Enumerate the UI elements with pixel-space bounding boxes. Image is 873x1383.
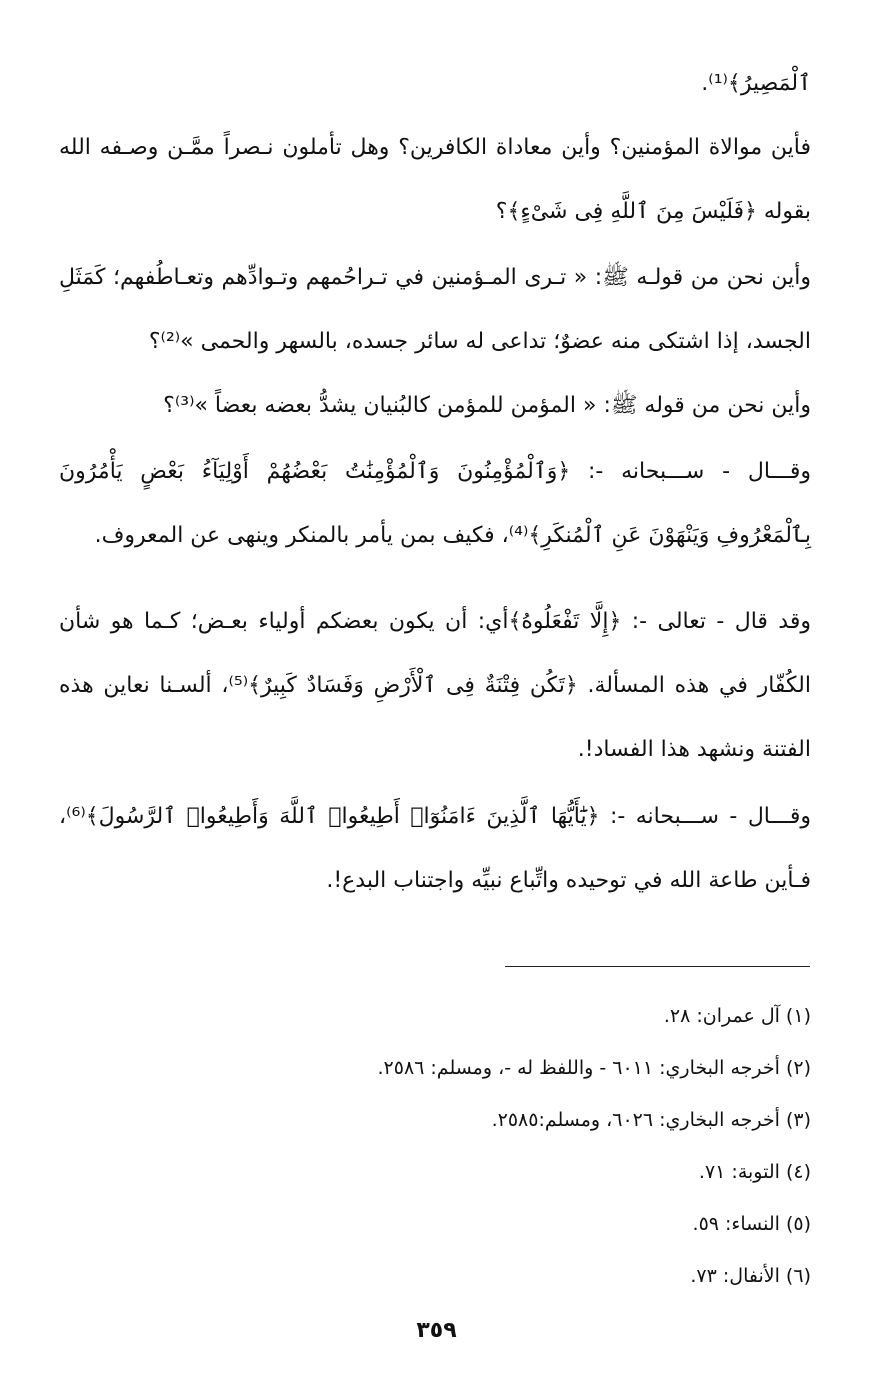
footnote-4: (٤) التوبة: ٧١. — [698, 1161, 811, 1183]
paragraph-4 — [59, 374, 811, 438]
footnote-5: (٥) النساء: ٥٩. — [692, 1213, 811, 1235]
paragraph-text: وقد قال - تعالى -: ﴿إِلَّا تَفْعَلُوهُ﴾أي: أن يكون بعضكم أولياء بعـض؛ كـما هو شأن الكُفّار في هذه المسألة. ﴿تَكُن فِتْنَةٌ فِى ٱلْأَرْضِ وَفَسَادٌ كَبِيرٌ﴾⁽⁵⁾، ألسـنا نعاين هذه الفتنة ونشهد هذا الفساد!. — [59, 609, 811, 762]
footnote-1: (١) آل عمران: ٢٨. — [663, 1005, 811, 1027]
paragraph-text: فأين موالاة المؤمنين؟ وأين معاداة الكافرين؟ وهل تأملون نـصراً ممَّـن وصـفه الله بقوله ﴿فَلَيْسَ مِنَ ٱللَّهِ فِى شَىْءٍ﴾؟ — [59, 135, 811, 224]
footnote-separator — [505, 966, 810, 967]
paragraph-5 — [59, 440, 811, 568]
paragraph-1 — [59, 52, 811, 116]
footnotes — [59, 990, 811, 1302]
paragraph-text: وقـــال - ســـبحانه -: ﴿وَٱلْمُؤْمِنُونَ وَٱلْمُؤْمِنَٰتُ بَعْضُهُمْ أَوْلِيَآءُ بَعْضٍ يَأْمُرُونَ بِٱلْمَعْرُوفِ وَيَنْهَوْنَ عَنِ ٱلْمُنكَرِ﴾⁽⁴⁾، فكيف بمن يأمر بالمنكر وينهى عن المعروف. — [59, 459, 811, 548]
footnote-3: (٣) أخرجه البخاري: ٦٠٢٦، ومسلم:٢٥٨٥. — [491, 1109, 811, 1131]
page-number: ٣٥٩ — [416, 1318, 457, 1343]
paragraph-6 — [59, 590, 811, 782]
paragraph-3 — [59, 246, 811, 374]
paragraph-2 — [59, 116, 811, 244]
footnote-6: (٦) الأنفال: ٧٣. — [690, 1265, 811, 1287]
paragraph-text: وقـــال - ســـبحانه -: ﴿يَٰٓأَيُّهَا ٱلَّذِينَ ءَامَنُوٓا۟ أَطِيعُوا۟ ٱللَّهَ وَأَطِيعُوا۟ ٱلرَّسُولَ﴾⁽⁶⁾، فـأين طاعة الله في توحيده واتِّباع نبيِّه واجتناب البدع!. — [59, 804, 811, 893]
paragraph-text: وأين نحن من قوله ﷺ: « المؤمن للمؤمن كالبُنيان يشدُّ بعضه بعضاً »⁽³⁾؟ — [163, 393, 811, 418]
paragraph-7 — [59, 785, 811, 913]
paragraph-text: وأين نحن من قولـه ﷺ: « تـرى المـؤمنين في تـراحُمهم وتـوادِّهم وتعـاطُفهم؛ كَمَثَلِ الجسد، إذا اشتكى منه عضوٌ؛ تداعى له سائر جسده، بالسهر والحمى »⁽²⁾؟ — [59, 265, 811, 354]
footnote-2: (٢) أخرجه البخاري: ٦٠١١ - واللفظ له -، ومسلم: ٢٥٨٦. — [377, 1057, 811, 1079]
paragraph-text: ٱلْمَصِيرُ﴾⁽¹⁾. — [701, 71, 811, 96]
